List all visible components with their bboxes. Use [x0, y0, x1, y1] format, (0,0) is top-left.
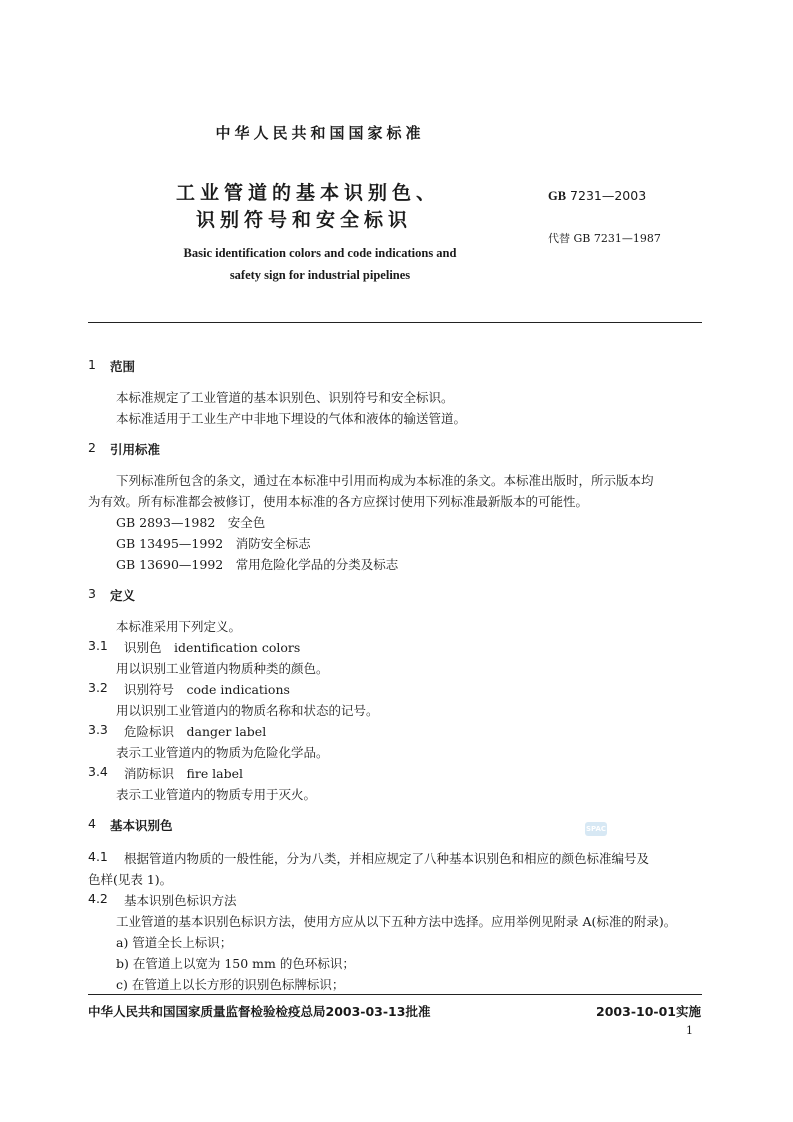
reference-item: GB 2893—1982 安全色 [116, 515, 266, 530]
section-2-title: 引用标准 [110, 442, 161, 457]
clause-3-3-term: 危险标识 danger label [124, 724, 267, 739]
list-item: a) 管道全长上标识； [116, 935, 233, 950]
clause-4-1-number: 4.1 [88, 849, 108, 864]
reference-item: GB 13495—1992 消防安全标志 [116, 536, 311, 551]
implementation-date: 2003-10-01实施 [596, 1004, 701, 1019]
clause-3-1-number: 3.1 [88, 638, 108, 653]
section-4-title: 基本识别色 [110, 818, 173, 833]
clause-3-2-term: 识别符号 code indications [124, 682, 290, 697]
standard-code: 7231—2003 [566, 188, 647, 203]
clause-3-2-desc: 用以识别工业管道内的物质名称和状态的记号。 [116, 703, 379, 718]
page-number: 1 [686, 1024, 693, 1037]
watermark-logo: SPAC [585, 822, 607, 836]
section-3-title: 定义 [110, 588, 136, 603]
clause-4-1-text-cont: 色样(见表 1)。 [88, 872, 173, 887]
clause-3-3-desc: 表示工业管道内的物质为危险化学品。 [116, 745, 329, 760]
list-item: c) 在管道上以长方形的识别色标牌标识； [116, 977, 345, 992]
section-1-title: 范围 [110, 359, 136, 374]
standard-prefix: GB [548, 189, 567, 203]
section-1-para-2: 本标准适用于工业生产中非地下埋设的气体和液体的输送管道。 [116, 411, 467, 426]
approval-statement: 中华人民共和国国家质量监督检验检疫总局2003-03-13批准 [88, 1004, 431, 1019]
clause-3-4-desc: 表示工业管道内的物质专用于灭火。 [116, 787, 317, 802]
section-2-number: 2 [88, 440, 96, 455]
section-1-number: 1 [88, 357, 96, 372]
replaces-standard: 代替 GB 7231—1987 [548, 232, 661, 245]
section-2-para-1b: 为有效。所有标准都会被修订，使用本标准的各方应探讨使用下列标准最新版本的可能性。 [88, 494, 589, 509]
reference-item: GB 13690—1992 常用危险化学品的分类及标志 [116, 557, 399, 572]
clause-4-2-para: 工业管道的基本识别色标识方法，使用方应从以下五种方法中选择。应用举例见附录 A(标准的附录)。 [116, 914, 677, 929]
section-2-para-1a: 下列标准所包含的条文，通过在本标准中引用而构成为本标准的条文。本标准出版时，所示版本均 [116, 473, 654, 488]
footer-divider [88, 994, 702, 995]
clause-4-2-title: 基本识别色标识方法 [124, 893, 237, 908]
clause-3-4-number: 3.4 [88, 764, 108, 779]
title-en-line-2: safety sign for industrial pipelines [229, 268, 411, 282]
clause-3-1-term: 识别色 identification colors [124, 640, 301, 655]
section-3-intro: 本标准采用下列定义。 [116, 619, 242, 634]
section-4-number: 4 [88, 816, 96, 831]
title-cn-line-2: 识别符号和安全标识 [196, 209, 413, 231]
clause-3-3-number: 3.3 [88, 722, 108, 737]
standard-number [548, 188, 646, 204]
title-en-line-1: Basic identification colors and code indications and [183, 246, 457, 260]
header-divider [88, 322, 702, 323]
section-1-para-1: 本标准规定了工业管道的基本识别色、识别符号和安全标识。 [116, 390, 454, 405]
issuing-body: 中华人民共和国国家标准 [215, 124, 425, 142]
clause-3-1-desc: 用以识别工业管道内物质种类的颜色。 [116, 661, 329, 676]
clause-3-4-term: 消防标识 fire label [124, 766, 244, 781]
list-item: b) 在管道上以宽为 150 mm 的色环标识； [116, 956, 355, 971]
clause-4-1-text: 根据管道内物质的一般性能，分为八类，并相应规定了八种基本识别色和相应的颜色标准编号及 [124, 851, 650, 866]
clause-4-2-number: 4.2 [88, 891, 108, 906]
clause-3-2-number: 3.2 [88, 680, 108, 695]
title-cn-line-1: 工业管道的基本识别色、 [176, 182, 441, 204]
section-3-number: 3 [88, 586, 96, 601]
